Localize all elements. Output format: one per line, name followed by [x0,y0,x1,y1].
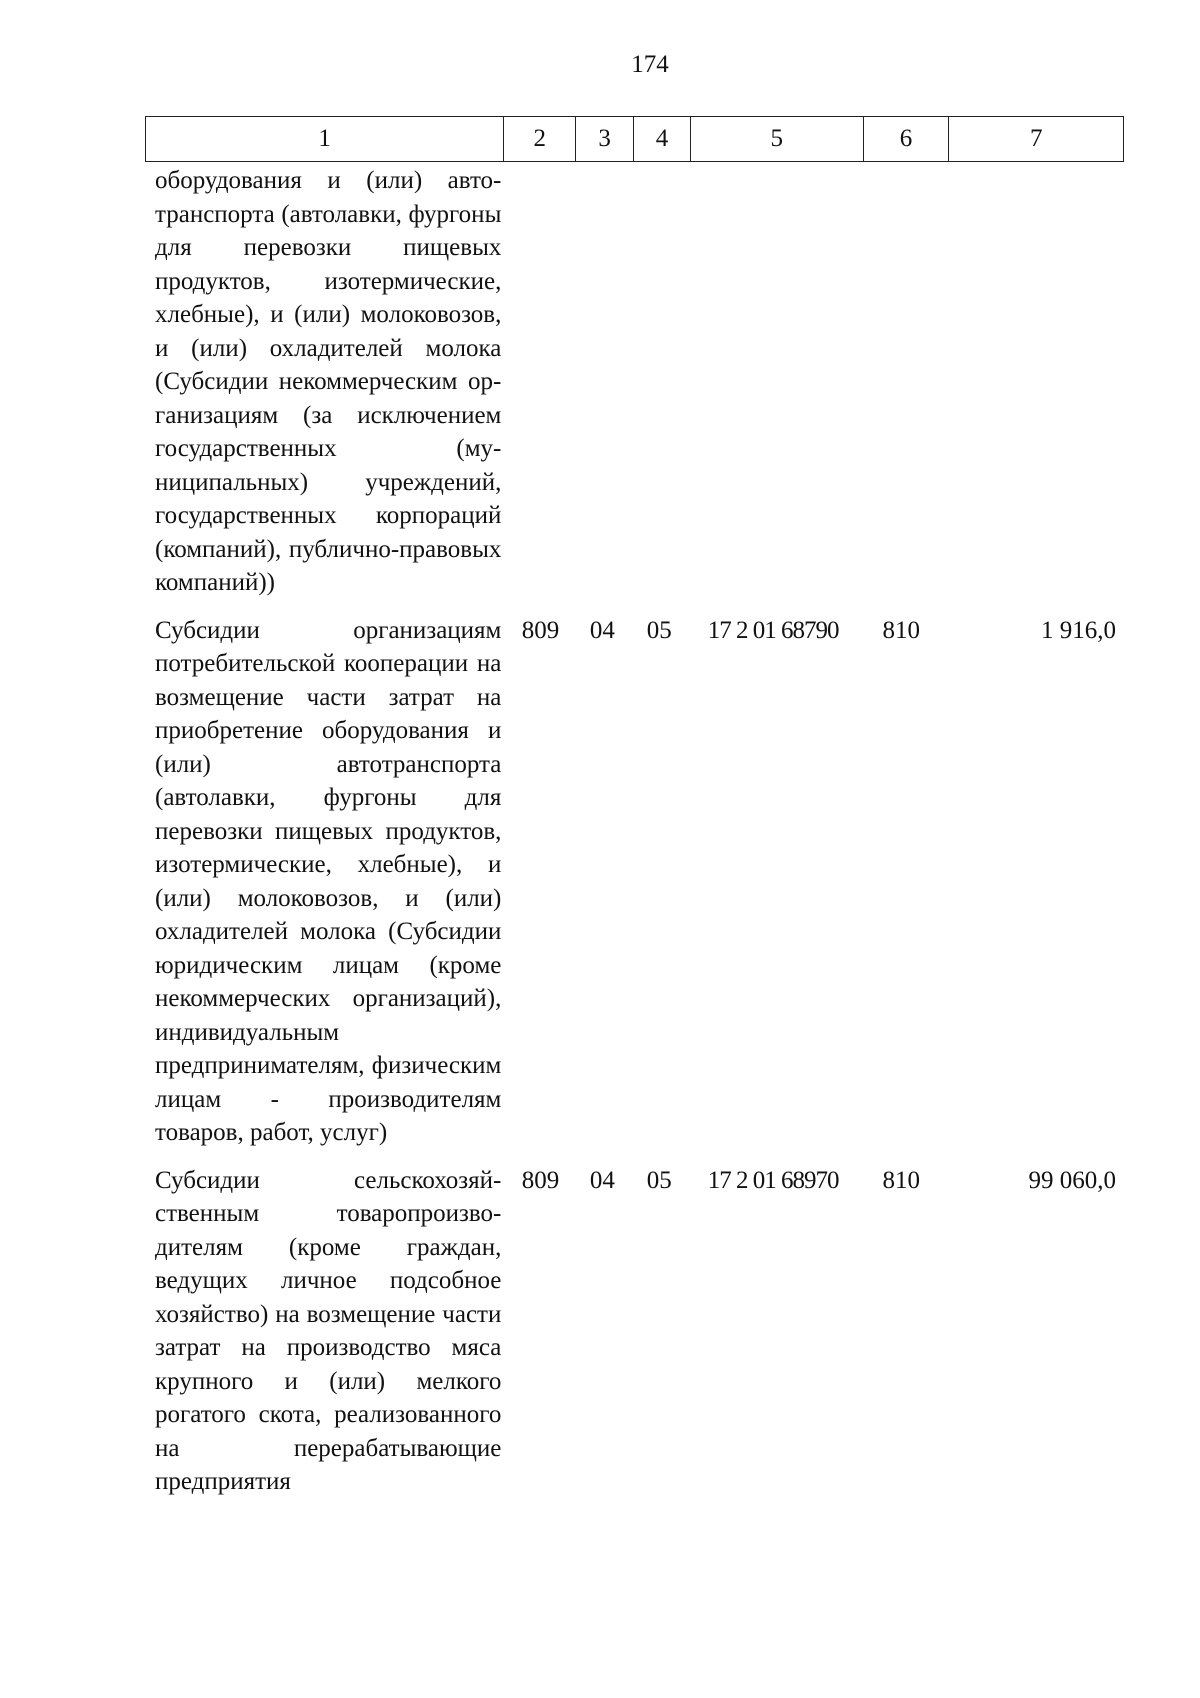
table-body [145,164,1124,1499]
row-amount: 1 916,0 [1041,616,1117,644]
row-expense-type: 810 [882,1166,920,1194]
page-number: 174 [631,51,669,78]
table-header [145,116,1124,162]
row-ministry-code: 809 [521,1166,560,1194]
header-col-4: 4 [634,117,691,161]
header-col-5: 5 [691,117,864,161]
row-description: Субсидии сельскохозяйственным товаропроизводителям (кроме граждан, ведущих личное подсобное хозяйство) на возмещение части затрат на производство мяса крупного и (или) мелкого рогатого скота, реализованного на перерабатывающие предприятия [155,1166,502,1495]
row-target-article: 17 2 01 68790 [707,616,839,644]
header-col-3: 3 [576,117,634,161]
row-subsection-code: 05 [646,1166,672,1194]
header-col-7: 7 [1029,125,1043,152]
table-row [145,614,1124,1150]
row-subsection-code: 05 [646,616,672,644]
header-col-2: 2 [504,117,576,161]
row-amount: 99 060,0 [1028,1166,1117,1194]
row-description: оборудования и (или) автотранспорта (автолавки, фургоны для перевозки пищевых продуктов, изотермические, хлебные), и (или) молоковозов, и (или) охладителей молока (Субсидии некоммерческим организациям (за исключением государственных (муниципальных) учреждений, государственных корпораций (компаний), публично-правовых компаний)) [155,167,502,596]
table-row [145,164,1124,600]
header-col-1: 1 [146,117,504,161]
table-row [145,1164,1124,1499]
row-ministry-code: 809 [521,616,560,644]
row-target-article: 17 2 01 68970 [707,1166,839,1194]
row-section-code: 04 [589,1166,615,1194]
row-section-code: 04 [589,616,615,644]
row-description: Субсидии организациям потребительской кооперации на возмещение части затрат на приобретение оборудования и (или) автотранспорта (автолавки, фургоны для перевозки пищевых продуктов, изотермические, хлебные), и (или) молоковозов, и (или) охладителей молока (Субсидии юридическим лицам (кроме некоммерческих организаций), индивидуальным предпринимателям, физическим лицам - производителям товаров, работ, услуг) [155,616,502,1146]
row-expense-type: 810 [882,616,920,644]
header-col-6: 6 [864,117,950,161]
